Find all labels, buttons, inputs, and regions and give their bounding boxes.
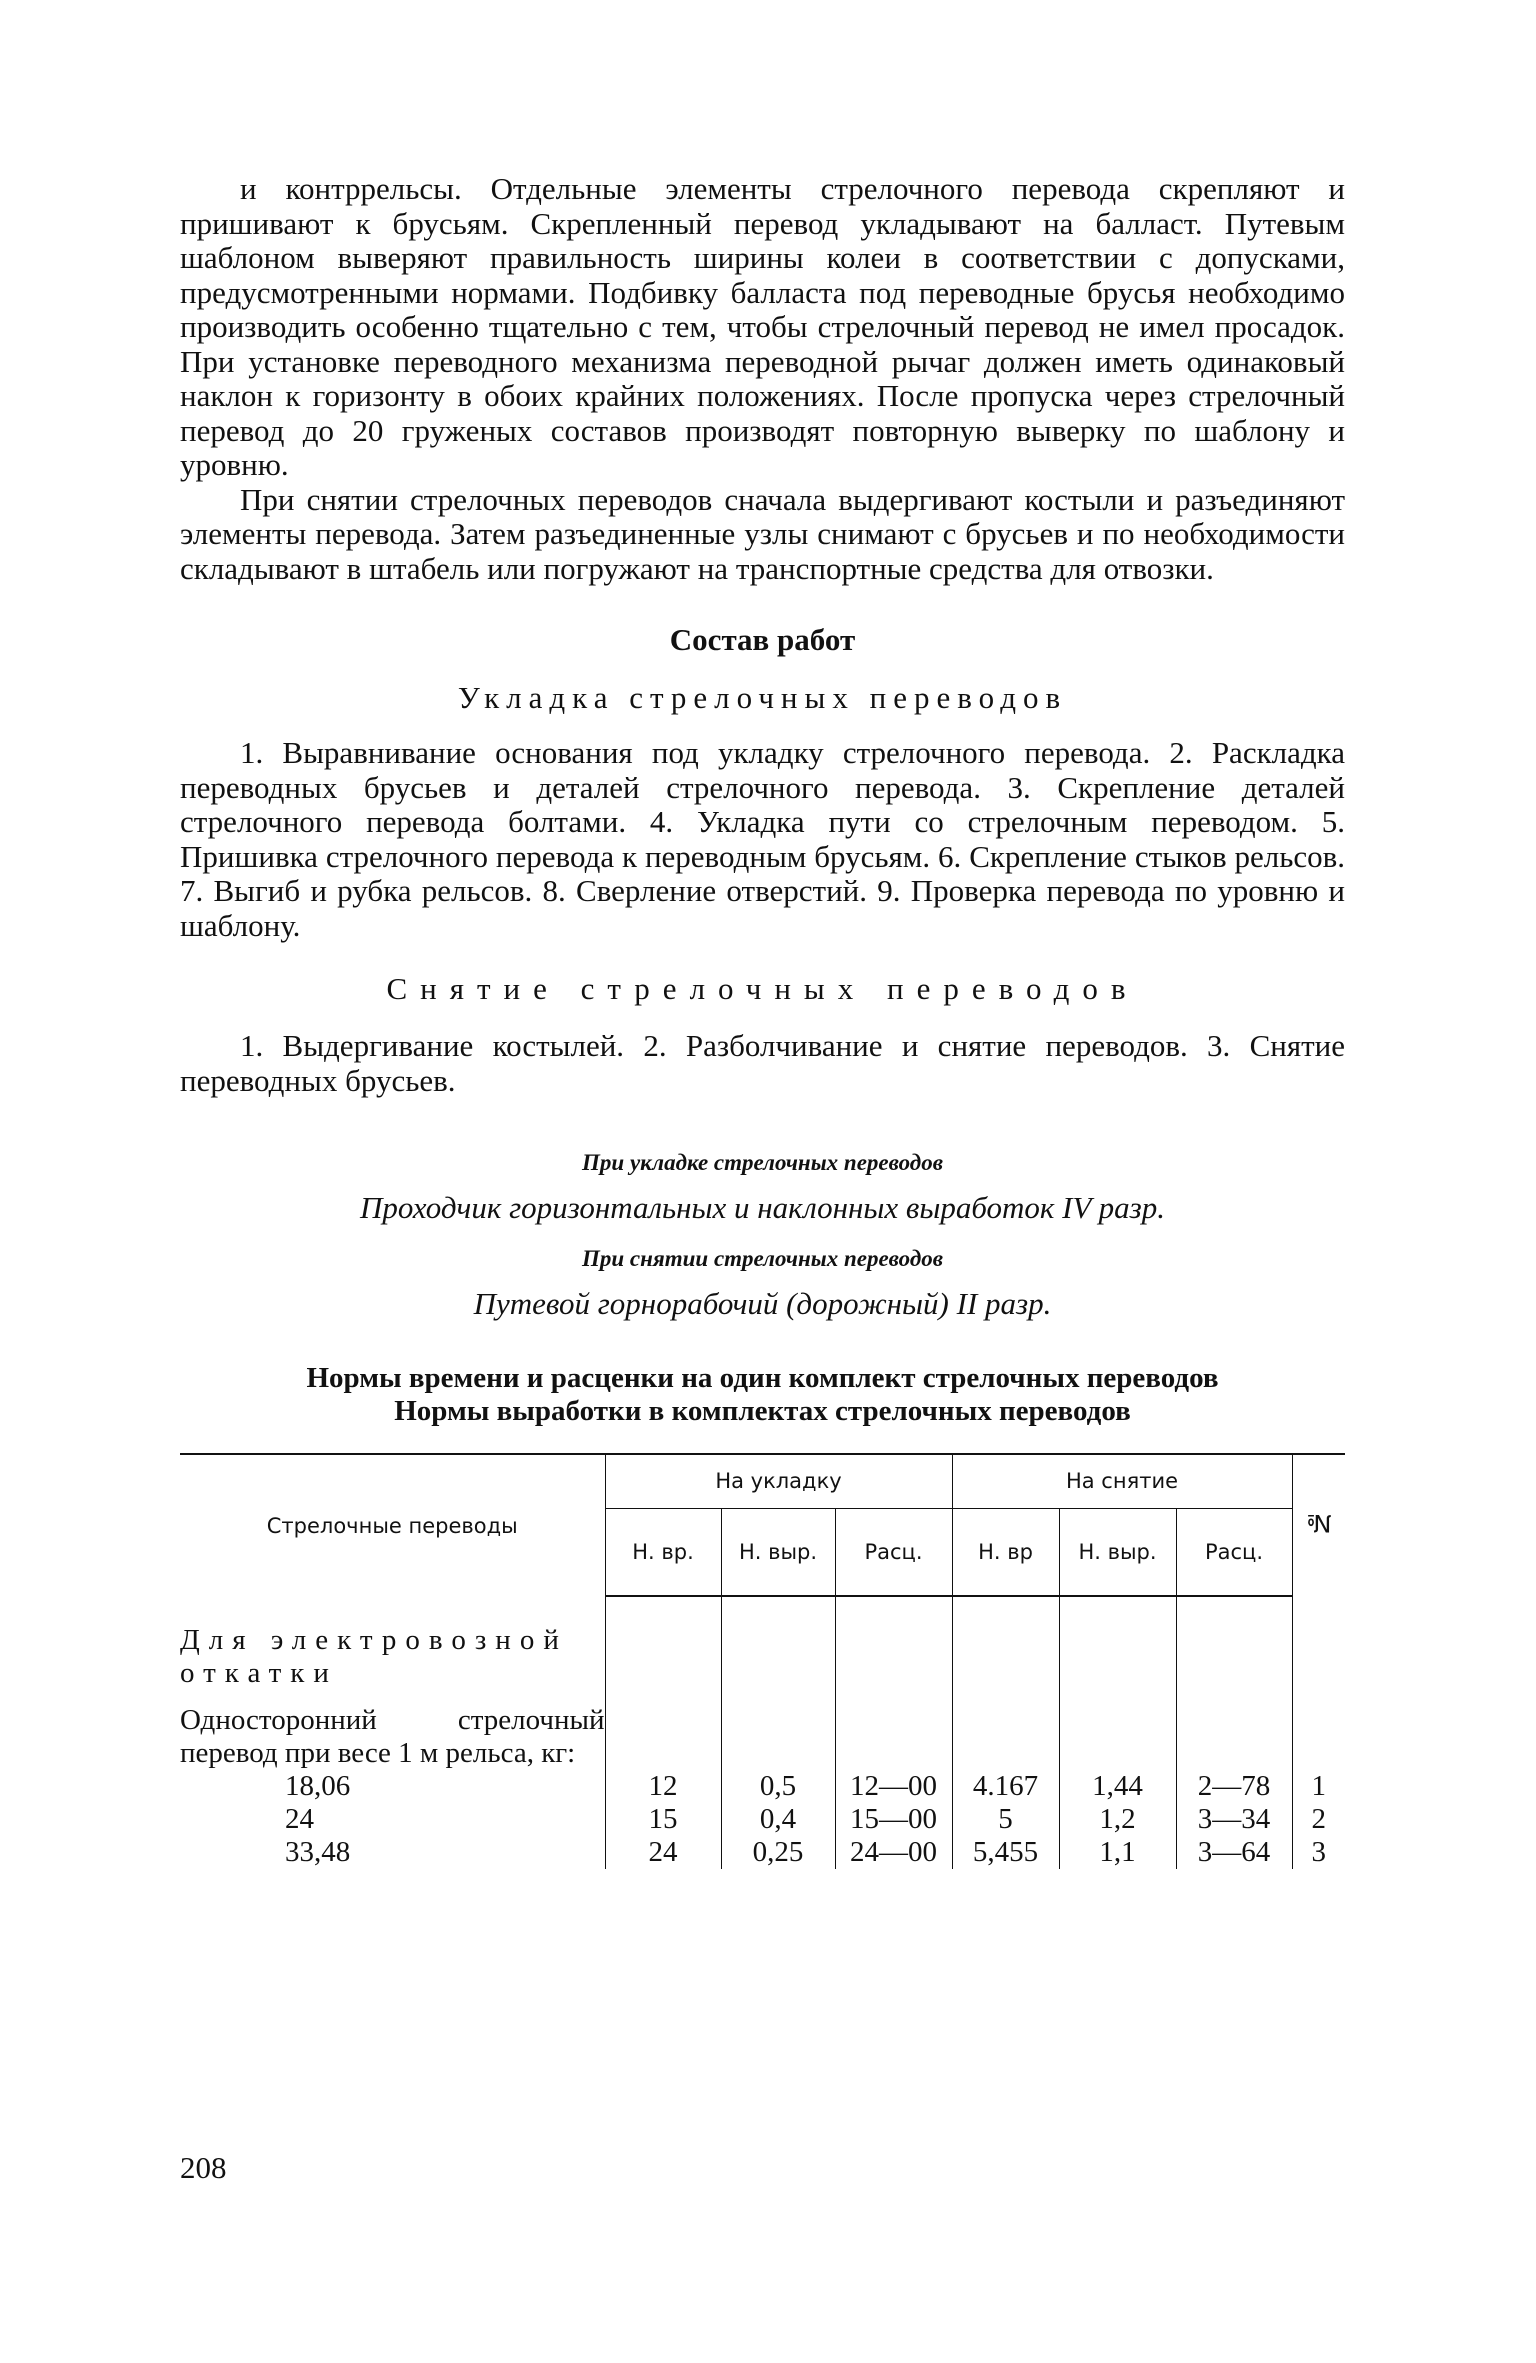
- col-header-rasc: Расц.: [835, 1508, 952, 1596]
- heading-at-removal: При снятии стрелочных переводов: [581, 1246, 944, 1271]
- laying-worker: Проходчик горизонтальных и наклонных выработок IV разр.: [360, 1190, 1165, 1225]
- group-header-laying: На укладку: [605, 1454, 952, 1508]
- table-row: 18,06 12 0,5 12—00 4.167 1,44 2—78 1: [180, 1770, 1345, 1803]
- col-header-switches: Стрелочные переводы: [180, 1454, 605, 1596]
- table-row: 33,48 24 0,25 24—00 5,455 1,1 3—64 3: [180, 1836, 1345, 1869]
- heading-removal: Снятие стрелочных переводов: [386, 971, 1139, 1006]
- page-content: [180, 172, 1345, 1869]
- table-title-1: Нормы времени и расценки на один комплект стрелочных переводов: [306, 1362, 1219, 1394]
- page-number: 208: [180, 2150, 227, 2185]
- removal-steps: 1. Выдергивание костылей. 2. Разболчивание и снятие переводов. 3. Снятие переводных брусьев.: [180, 1028, 1345, 1098]
- removal-worker: Путевой горнорабочий (дорожный) II разр.: [473, 1286, 1052, 1321]
- table-row: 24 15 0,4 15—00 5 1,2 3—34 2: [180, 1803, 1345, 1836]
- table-title-2: Нормы выработки в комплектах стрелочных переводов: [394, 1395, 1131, 1427]
- col-header-nvr: Н. вр.: [605, 1508, 721, 1596]
- section-label: Для электровозной откатки: [180, 1624, 568, 1689]
- item-description: Односторонний стрелочный перевод при весе 1 м рельса, кг:: [180, 1704, 605, 1769]
- col-header-number: №: [1292, 1454, 1345, 1596]
- group-header-removal: На снятие: [952, 1454, 1292, 1508]
- col-header-nvyr: Н. выр.: [721, 1508, 835, 1596]
- paragraph-2: При снятии стрелочных переводов сначала выдергивают костыли и разъединяют элементы перевода. Затем разъединенные узлы снимают с брусьев и по необходимости складывают в штабель или погружают на транспортные средства для отвозки.: [180, 481, 1345, 586]
- col-header-rasc2: Расц.: [1176, 1508, 1292, 1596]
- heading-at-laying: При укладке стрелочных переводов: [582, 1150, 943, 1175]
- col-header-nvyr2: Н. выр.: [1059, 1508, 1176, 1596]
- paragraph-1: и контррельсы. Отдельные элементы стрелочного перевода скрепляют и пришивают к брусьям. Скрепленный перевод укладывают на балласт. Путевым шаблоном выверяют правильность ширины колеи в соответствии с допусками, предусмотренными нормами. Подбивку балласта под переводные брусья необходимо производить особенно тщательно с тем, чтобы стрелочный перевод не имел просадок. При установке переводного механизма переводной рычаг должен иметь одинаковый наклон к горизонту в обоих крайних положениях. После пропуска через стрелочный перевод до 20 груженых составов производят повторную выверку по шаблону и уровню.: [180, 171, 1345, 482]
- heading-composition: Состав работ: [669, 622, 856, 657]
- norms-table: [180, 1453, 1345, 1869]
- laying-steps: 1. Выравнивание основания под укладку стрелочного перевода. 2. Раскладка переводных брусьев и деталей стрелочного перевода. 3. Скрепление деталей стрелочного перевода болтами. 4. Укладка пути со стрелочным переводом. 5. Пришивка стрелочного перевода к переводным брусьям. 6. Скрепление стыков рельсов. 7. Выгиб и рубка рельсов. 8. Сверление отверстий. 9. Проверка перевода по уровню и шаблону.: [180, 735, 1345, 943]
- heading-laying: Укладка стрелочных переводов: [457, 680, 1068, 715]
- col-header-nvr2: Н. вр: [952, 1508, 1059, 1596]
